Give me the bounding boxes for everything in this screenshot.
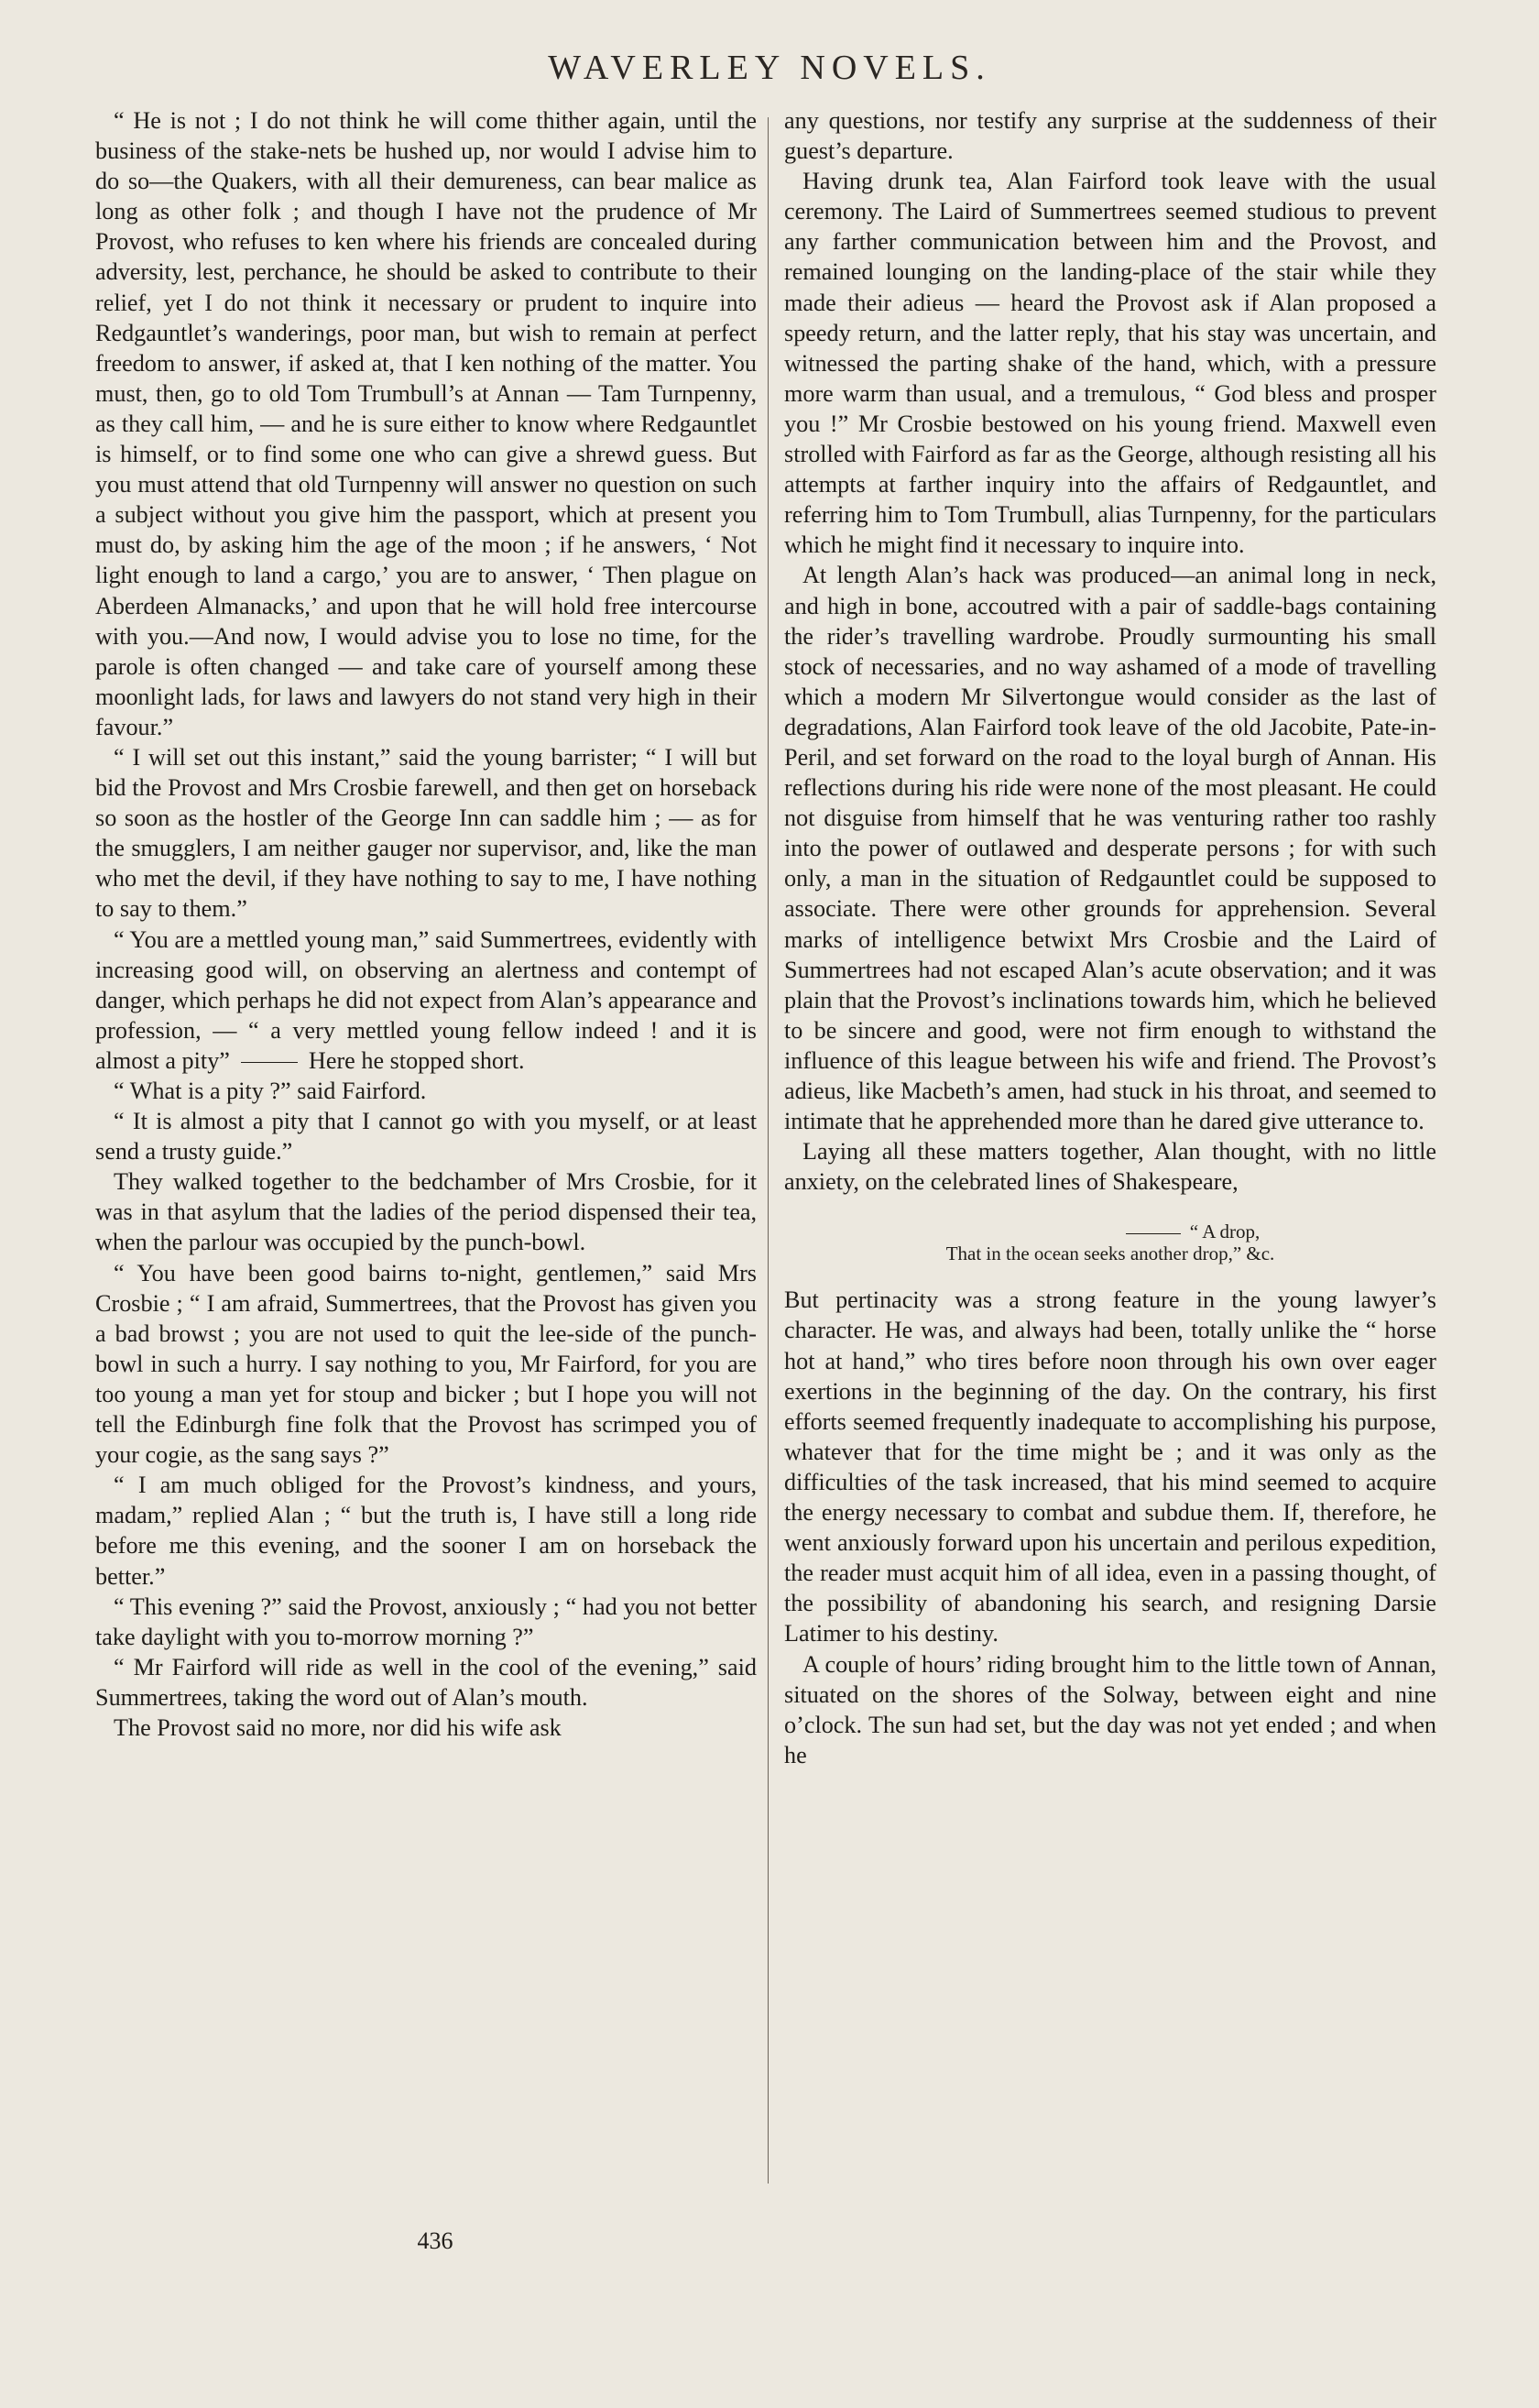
paragraph: The Provost said no more, nor did his wife ask	[114, 1713, 562, 1741]
left-column	[95, 105, 757, 1743]
running-title: WAVERLEY NOVELS.	[548, 49, 991, 87]
paragraph-text: “ You are a mettled young man,” said Summertrees, evidently with increasing good will, on observing an alertness and contempt of danger, which perhaps he did not expect from Alan’s appearance and profession, — “ a very mettled young fellow indeed ! and it is almost a pity”	[95, 925, 757, 1074]
paragraph: “ This evening ?” said the Provost, anxiously ; “ had you not better take daylight with you to-morrow morning ?”	[95, 1593, 757, 1650]
page-number: 436	[417, 2227, 453, 2254]
verse-quotation	[784, 1220, 1436, 1264]
paragraph	[95, 925, 757, 1076]
paragraph: Having drunk tea, Alan Fairford took leave with the usual ceremony. The Laird of Summertrees seemed studious to prevent any farther communication between him and the Provost, and remained lounging on the landing-place of the stair while they made their adieus — heard the Provost ask if Alan proposed a speedy return, and the latter reply, that his stay was uncertain, and witnessed the parting shake of the hand, which, with a pressure more warm than usual, and a tremulous, “ God bless and prosper you !” Mr Crosbie bestowed on his young friend. Maxwell even strolled with Fairford as far as the George, although resisting all his attempts at farther inquiry into the affairs of Redgauntlet, and referring him to Tom Trumbull, alias Turnpenny, for the particulars which he might find it necessary to inquire into.	[784, 168, 1436, 559]
verse-line	[784, 1220, 1436, 1242]
paragraph: any questions, nor testify any surprise at the suddenness of their guest’s departure.	[784, 107, 1436, 165]
paragraph: “ You have been good bairns to-night, gentlemen,” said Mrs Crosbie ; “ I am afraid, Summertrees, that the Provost has given you a bad browst ; you are not used to quit the lee-side of the punch-bowl in such a hurry. I say nothing to you, Mr Fairford, for you are too young a man yet for stoup and bicker ; but I hope you will not tell the Edinburgh fine folk that the Provost has scrimped you of your cogie, as the sang says ?”	[95, 1259, 757, 1469]
right-column	[784, 105, 1436, 1770]
verse-line-text: “ A drop,	[1189, 1220, 1261, 1243]
paragraph: They walked together to the bedchamber of Mrs Crosbie, for it was in that asylum that the ladies of the period dispensed their tea, when the parlour was occupied by the punch-bowl.	[95, 1168, 757, 1256]
paragraph: “ Mr Fairford will ride as well in the cool of the evening,” said Summertrees, taking the word out of Alan’s mouth.	[95, 1653, 757, 1711]
column-rule	[768, 117, 769, 2184]
paragraph: Laying all these matters together, Alan thought, with no little anxiety, on the celebrated lines of Shakespeare,	[784, 1138, 1436, 1196]
paragraph: But pertinacity was a strong feature in the young lawyer’s character. He was, and always had been, totally unlike the “ horse hot at hand,” who tires before noon through his own over eager exertions in the beginning of the day. On the contrary, his first efforts seemed frequently inadequate to accomplishing his purpose, whatever that for the time might be ; and it was only as the difficulties of the task increased, that his mind seemed to acquire the energy necessary to combat and subdue them. If, therefore, he went anxiously forward upon his uncertain and perilous expedition, the reader must acquit him of all idea, even in a passing thought, of the possibility of abandoning his search, and resigning Darsie Latimer to his destiny.	[784, 1286, 1436, 1647]
paragraph: A couple of hours’ riding brought him to the little town of Annan, situated on the shores of the Solway, between eight and nine o’clock. The sun had set, but the day was not yet ended ; and when he	[784, 1650, 1436, 1768]
paragraph: “ I will set out this instant,” said the young barrister; “ I will but bid the Provost and Mrs Crosbie farewell, and then get on horseback so soon as the hostler of the George Inn can saddle him ; — as for the smugglers, I am neither gauger nor supervisor, and, like the man who met the devil, if they have nothing to say to me, I have nothing to say to them.”	[95, 743, 757, 923]
paragraph: “ It is almost a pity that I cannot go with you myself, or at least send a trusty guide.”	[95, 1108, 757, 1166]
verse-line: That in the ocean seeks another drop,” &c.	[945, 1242, 1275, 1265]
paragraph: “ He is not ; I do not think he will come thither again, until the business of the stake-nets be hushed up, nor would I advise him to do so—the Quakers, with all their demureness, can bear malice as long as other folk ; and though I have not the prudence of Mr Provost, who refuses to ken where his friends are concealed during adversity, lest, perchance, he should be asked to contribute to their relief, yet I do not think it necessary or prudent to inquire into Redgauntlet’s wanderings, poor man, but wish to remain at perfect freedom to answer, if asked at, that I ken nothing of the matter. You must, then, go to old Tom Trumbull’s at Annan — Tam Turnpenny, as they call him, — and he is sure either to know where Redgauntlet is himself, or to find some one who can give a shrewd guess. But you must attend that old Turnpenny will answer no question on such a subject without you give him the passport, which at present you must do, by asking him the age of the moon ; if he answers, ‘ Not light enough to land a cargo,’ you are to answer, ‘ Then plague on Aberdeen Almanacks,’ and upon that he will hold free intercourse with you.—And now, I would advise you to lose no time, for the parole is often changed — and take care of yourself among these moonlight lads, for laws and lawyers do not stand very high in their favour.”	[95, 107, 757, 740]
paragraph: “ I am much obliged for the Provost’s kindness, and yours, madam,” replied Alan ; “ but the truth is, I have still a long ride before me this evening, and the sooner I am on horseback the better.”	[95, 1472, 757, 1590]
paragraph: At length Alan’s hack was produced—an animal long in neck, and high in bone, accoutred with a pair of saddle-bags containing the rider’s travelling wardrobe. Proudly surmounting his small stock of necessaries, and no way ashamed of a mode of travelling which a modern Mr Silvertongue would consider as the last of degradations, Alan Fairford took leave of the old Jacobite, Pate-in-Peril, and set forward on the road to the loyal burgh of Annan. His reflections during his ride were none of the most pleasant. He could not disguise from himself that he was venturing rather too rashly into the power of outlawed and desperate persons ; for with such only, a man in the situation of Redgauntlet could be supposed to associate. There were other grounds for apprehension. Several marks of intelligence betwixt Mrs Crosbie and the Laird of Summertrees had not escaped Alan’s acute observation; and it was plain that the Provost’s inclinations towards him, which he believed to be sincere and good, were not firm enough to withstand the influence of this league between his wife and friend. The Provost’s adieus, like Macbeth’s amen, had stuck in his throat, and seemed to intimate that he apprehended more than he dared give utterance to.	[784, 562, 1436, 1135]
em-dash-rule	[241, 1062, 298, 1063]
paragraph-text: Here he stopped short.	[308, 1046, 525, 1074]
verse-dash	[1126, 1233, 1181, 1234]
paragraph: “ What is a pity ?” said Fairford.	[114, 1078, 427, 1104]
